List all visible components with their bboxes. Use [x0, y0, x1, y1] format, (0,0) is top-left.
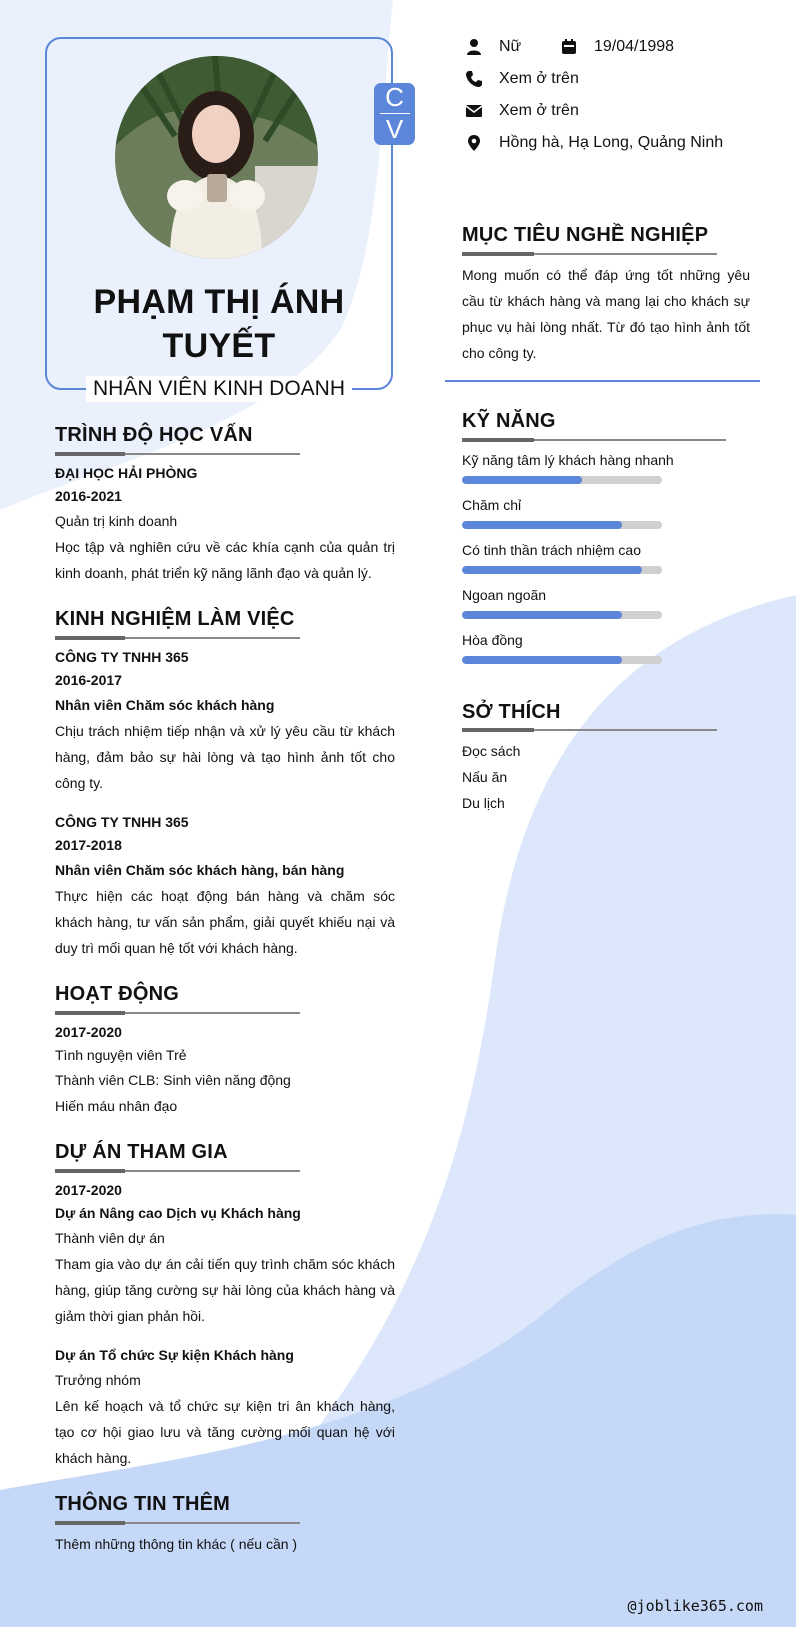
project-description: Tham gia vào dự án cải tiến quy trình chăm sóc khách hàng, giúp tăng cường sự hài lòng của khách hàng và giảm thời gian phản hồi.	[55, 1256, 395, 1324]
skill-label: Hòa đồng	[462, 632, 523, 648]
candidate-name-line2: TUYẾT	[162, 327, 276, 365]
job-title-text: NHÂN VIÊN KINH DOANH	[86, 376, 352, 402]
activities-years: 2017-2020	[55, 1024, 122, 1040]
skill-label: Có tinh thần trách nhiệm cao	[462, 542, 641, 558]
projects-years: 2017-2020	[55, 1182, 122, 1198]
calendar-icon	[560, 38, 578, 56]
education-school: ĐẠI HỌC HẢI PHÒNG	[55, 465, 198, 481]
project-name: Dự án Nâng cao Dịch vụ Khách hàng	[55, 1205, 301, 1221]
project-role: Thành viên dự án	[55, 1230, 165, 1246]
additional-underline	[55, 1522, 300, 1524]
phone-text: Xem ở trên	[499, 70, 579, 87]
contact-email	[465, 102, 579, 120]
experience-position: Nhân viên Chăm sóc khách hàng, bán hàng	[55, 862, 345, 878]
gender-text: Nữ	[499, 38, 522, 55]
cv-badge-top: C	[385, 82, 404, 112]
activity-item: Tình nguyện viên Trẻ	[55, 1047, 187, 1063]
additional-text: Thêm những thông tin khác ( nếu cần )	[55, 1536, 298, 1552]
address-text: Hồng hà, Hạ Long, Quảng Ninh	[499, 134, 724, 151]
skill-bar-fill	[462, 611, 622, 619]
objective-divider	[445, 380, 760, 382]
experience-years: 2017-2018	[55, 837, 122, 853]
footer-watermark: @joblike365.com	[627, 1597, 763, 1615]
user-icon	[465, 38, 483, 56]
candidate-name-line1: PHẠM THỊ ÁNH	[93, 283, 345, 321]
activity-item: Hiến máu nhân đạo	[55, 1098, 178, 1114]
project-role: Trưởng nhóm	[55, 1372, 141, 1388]
objective-heading: MỤC TIÊU NGHỀ NGHIỆP	[462, 224, 709, 246]
activity-item: Thành viên CLB: Sinh viên năng động	[55, 1072, 291, 1088]
profile-photo	[115, 56, 318, 259]
birthday-text: 19/04/1998	[594, 38, 675, 55]
phone-icon	[465, 70, 483, 88]
experience-company: CÔNG TY TNHH 365	[55, 814, 189, 830]
experience-company: CÔNG TY TNHH 365	[55, 649, 189, 665]
contact-birthday	[560, 38, 674, 56]
hobbies-underline	[462, 729, 717, 731]
activities-underline	[55, 1012, 300, 1014]
skill-bar-fill	[462, 521, 622, 529]
experience-underline	[55, 637, 300, 639]
education-description: Học tập và nghiên cứu về các khía cạnh của quản trị kinh doanh, phát triển kỹ năng lãnh đạo và quản lý.	[55, 539, 395, 581]
experience-description: Thực hiện các hoạt động bán hàng và chăm sóc khách hàng, tư vấn sản phẩm, giải quyết khiếu nại và duy trì mối quan hệ tốt với khách hàng.	[55, 888, 395, 956]
education-major: Quản trị kinh doanh	[55, 513, 178, 529]
cv-badge	[374, 83, 415, 145]
additional-heading: THÔNG TIN THÊM	[55, 1493, 231, 1515]
skill-bar-fill	[462, 656, 622, 664]
projects-heading: DỰ ÁN THAM GIA	[55, 1141, 228, 1163]
contact-phone	[465, 70, 579, 88]
skill-label: Kỹ năng tâm lý khách hàng nhanh	[462, 452, 674, 468]
cv-badge-bottom: V	[385, 114, 404, 144]
project-description: Lên kế hoạch và tổ chức sự kiện tri ân khách hàng, tạo cơ hội giao lưu và tăng cường mối quan hệ với khách hàng.	[55, 1398, 395, 1466]
experience-position: Nhân viên Chăm sóc khách hàng	[55, 697, 275, 713]
experience-heading: KINH NGHIỆM LÀM VIỆC	[55, 608, 295, 630]
hobbies-heading: SỞ THÍCH	[462, 701, 561, 723]
education-heading: TRÌNH ĐỘ HỌC VẤN	[55, 424, 253, 446]
skill-bar	[462, 521, 662, 529]
contact-address	[465, 134, 723, 152]
objective-text: Mong muốn có thể đáp ứng tốt những yêu cầu từ khách hàng và mang lại cho khách sự phục vụ hài lòng nhất. Từ đó tạo hình ảnh tốt cho công ty.	[462, 267, 750, 361]
hobby-item: Du lịch	[462, 795, 505, 811]
skill-label: Ngoan ngoãn	[462, 587, 547, 603]
projects-underline	[55, 1170, 300, 1172]
education-underline	[55, 453, 300, 455]
candidate-name	[55, 280, 383, 368]
location-icon	[465, 134, 483, 152]
experience-years: 2016-2017	[55, 672, 122, 688]
email-icon	[465, 102, 483, 120]
skill-label: Chăm chỉ	[462, 497, 522, 513]
hobby-item: Nấu ăn	[462, 769, 508, 785]
skills-underline	[462, 439, 726, 441]
email-text: Xem ở trên	[499, 102, 579, 119]
objective-underline	[462, 253, 717, 255]
skill-bar	[462, 656, 662, 664]
skills-heading: KỸ NĂNG	[462, 410, 556, 432]
activities-heading: HOẠT ĐỘNG	[55, 983, 180, 1005]
skill-bar	[462, 611, 662, 619]
skill-bar	[462, 566, 662, 574]
project-name: Dự án Tổ chức Sự kiện Khách hàng	[55, 1347, 294, 1363]
job-title	[45, 376, 393, 402]
experience-description: Chịu trách nhiệm tiếp nhận và xử lý yêu cầu từ khách hàng, đảm bảo sự hài lòng và tạo hình ảnh tốt cho công ty.	[55, 723, 395, 791]
hobby-item: Đọc sách	[462, 743, 521, 759]
contact-gender	[465, 38, 521, 56]
education-years: 2016-2021	[55, 488, 122, 504]
skill-bar-fill	[462, 476, 582, 484]
skill-bar-fill	[462, 566, 642, 574]
skill-bar	[462, 476, 662, 484]
